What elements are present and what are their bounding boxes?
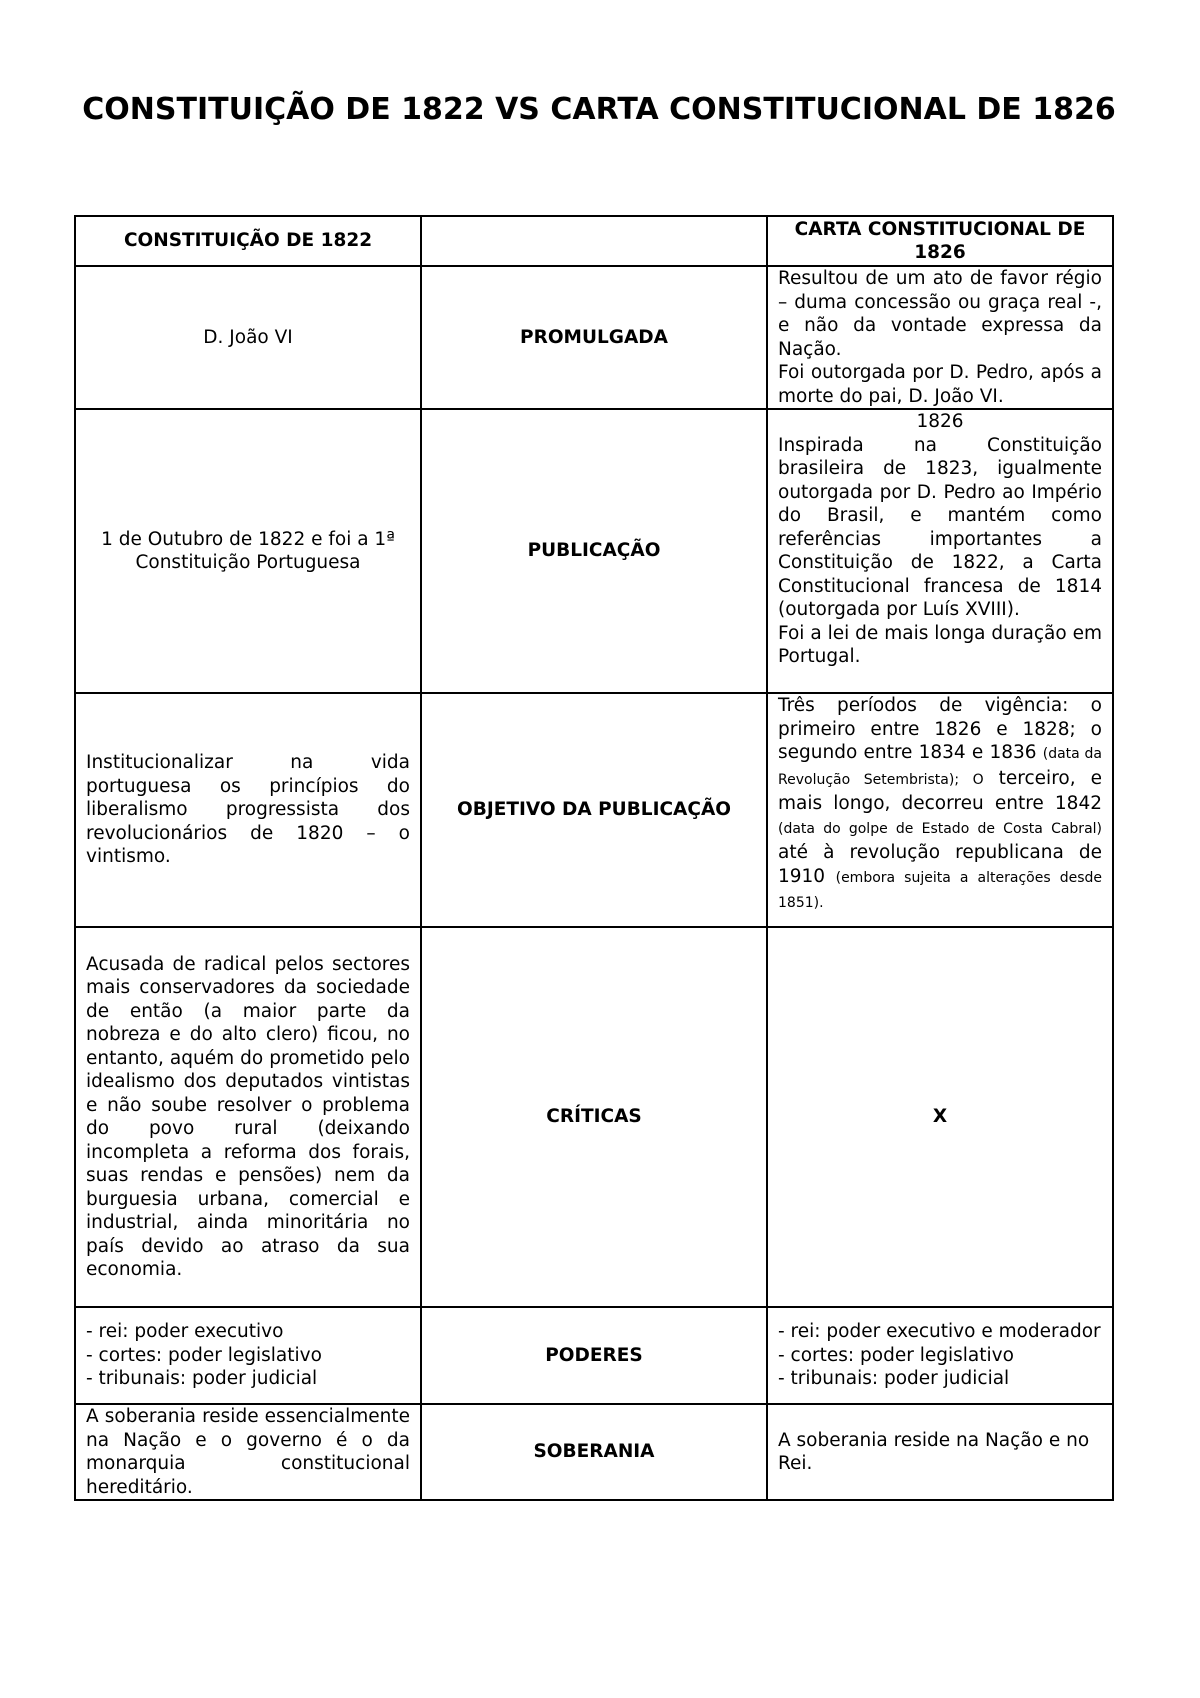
header-carta-1826: CARTA CONSTITUCIONAL DE 1826 <box>767 216 1113 266</box>
header-empty <box>421 216 767 266</box>
cell-constituicao: 1 de Outubro de 1822 e foi a 1ª Constituição Portuguesa <box>75 409 421 693</box>
poder-item: - tribunais: poder judicial <box>778 1368 1010 1390</box>
cell-carta <box>767 409 1113 693</box>
table-header-row <box>75 216 1113 266</box>
table-row <box>75 693 1113 927</box>
carta-paragraph: Inspirada na Constituição brasileira de 1823, igualmente outorgada por D. Pedro ao Império do Brasil, e mantém como referências importantes a Constituição de 1822, a Carta Constitucional francesa de 1814 (outorgada por Luís XVIII). <box>778 434 1102 620</box>
cell-carta <box>767 266 1113 409</box>
cell-constituicao: Institucionalizar na vida portuguesa os princípios do liberalismo progressista dos revolucionários de 1820 – o vintismo. <box>75 693 421 927</box>
comparison-table <box>74 215 1114 1501</box>
poder-item: - rei: poder executivo <box>86 1321 284 1343</box>
carta-paragraph: Foi a lei de mais longa duração em Portugal. <box>778 622 1102 667</box>
poder-item: - cortes: poder legislativo <box>778 1344 1014 1366</box>
row-label-publicacao: PUBLICAÇÃO <box>421 409 767 693</box>
table-row <box>75 1307 1113 1404</box>
carta-text: terceiro, e mais longo, decorreu entre 1842 <box>778 767 1102 814</box>
cell-carta-x: X <box>767 927 1113 1307</box>
row-label-soberania: SOBERANIA <box>421 1404 767 1500</box>
table-row <box>75 266 1113 409</box>
carta-text: Três períodos de vigência: o primeiro entre 1826 e 1828; o segundo entre 1834 e 1836 <box>778 695 1102 763</box>
carta-note: (data da Revolução Setembrista); O <box>778 746 1102 788</box>
carta-paragraph: Foi outorgada por D. Pedro, após a morte do pai, D. João VI. <box>778 362 1102 407</box>
table-row <box>75 927 1113 1307</box>
cell-carta <box>767 693 1113 927</box>
poder-item: - rei: poder executivo e moderador <box>778 1321 1101 1343</box>
header-constituicao-1822: CONSTITUIÇÃO DE 1822 <box>75 216 421 266</box>
document-title: CONSTITUIÇÃO DE 1822 VS CARTA CONSTITUCIONAL DE 1826 <box>82 92 1116 127</box>
carta-note: (embora sujeita a alterações desde 1851). <box>778 869 1102 911</box>
cell-constituicao: Acusada de radical pelos sectores mais conservadores da sociedade de então (a maior parte da nobreza e do alto clero) ficou, no entanto, aquém do prometido pelo idealismo dos deputados vintistas e não soube resolver o problema do povo rural (deixando incompleta a reforma dos forais, suas rendas e pensões) nem da burguesia urbana, comercial e industrial, ainda minoritária no país devido ao atraso da sua economia. <box>75 927 421 1307</box>
carta-year: 1826 <box>916 411 964 432</box>
table-row <box>75 1404 1113 1500</box>
row-label-promulgada: PROMULGADA <box>421 266 767 409</box>
carta-note: (data do golpe de Estado de Costa Cabral) <box>778 820 1102 837</box>
poder-item: - cortes: poder legislativo <box>86 1344 322 1366</box>
carta-text: até à revolução republicana de 1910 <box>778 842 1102 887</box>
row-label-criticas: CRÍTICAS <box>421 927 767 1307</box>
cell-constituicao: A soberania reside essencialmente na Nação e o governo é o da monarquia constitucional hereditário. <box>75 1404 421 1500</box>
cell-constituicao <box>75 1307 421 1404</box>
carta-paragraph: Resultou de um ato de favor régio – duma concessão ou graça real -, e não da vontade expressa da Nação. <box>778 268 1102 360</box>
row-label-poderes: PODERES <box>421 1307 767 1404</box>
cell-carta <box>767 1307 1113 1404</box>
cell-carta: A soberania reside na Nação e no Rei. <box>767 1404 1113 1500</box>
poder-item: - tribunais: poder judicial <box>86 1368 318 1390</box>
cell-constituicao: D. João VI <box>75 266 421 409</box>
table-row <box>75 409 1113 693</box>
row-label-objetivo: OBJETIVO DA PUBLICAÇÃO <box>421 693 767 927</box>
